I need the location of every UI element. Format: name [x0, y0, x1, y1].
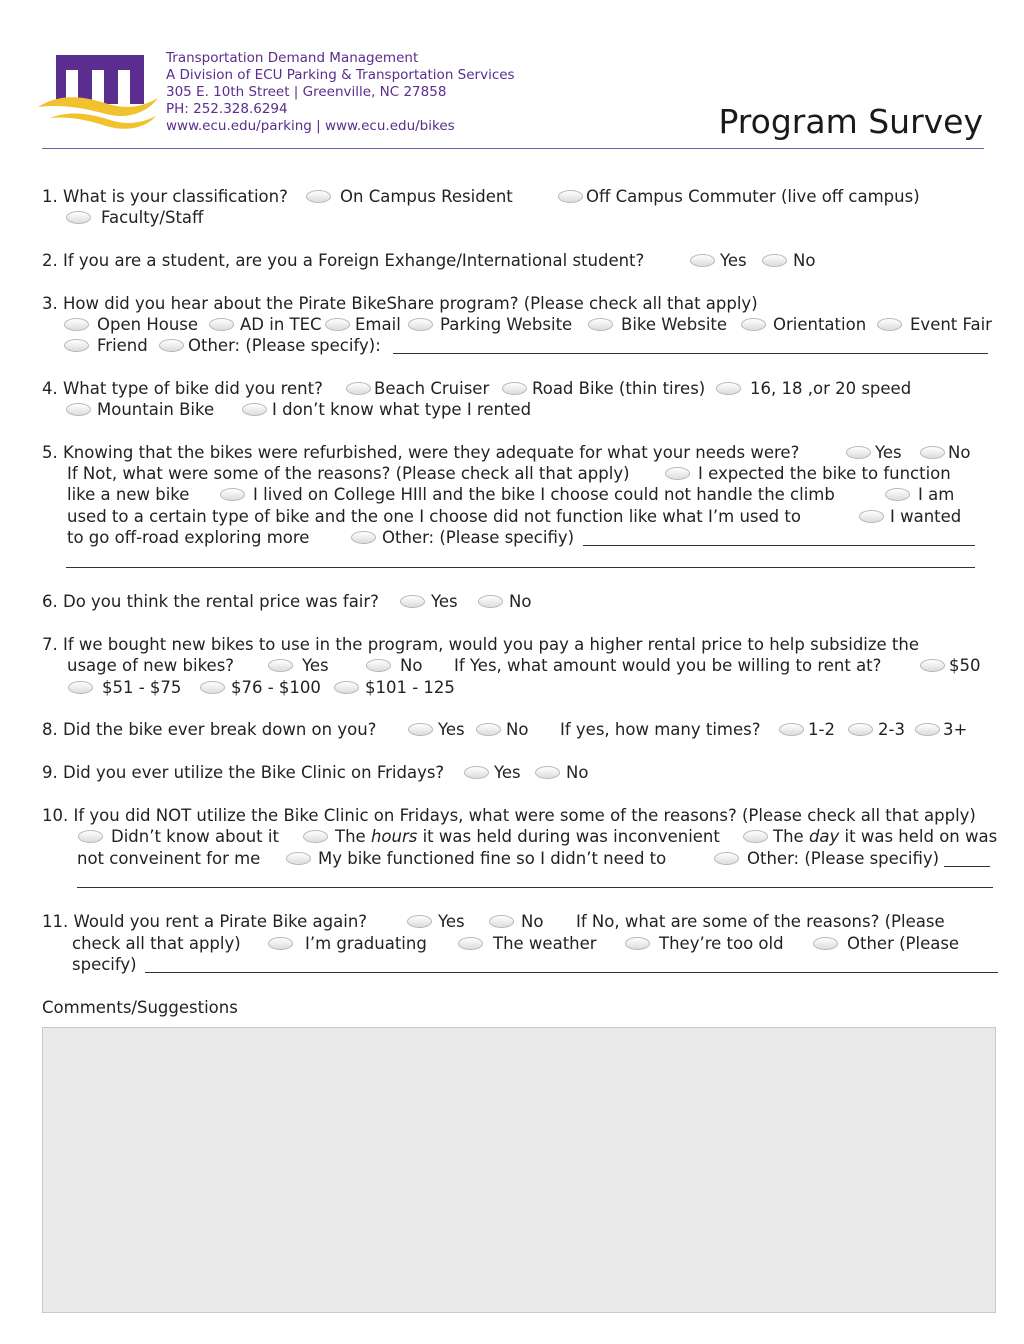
q11-other-label: Other (Please	[847, 934, 960, 953]
q9-no-label: No	[566, 763, 589, 782]
q7-yes-radio[interactable]	[268, 659, 293, 672]
q4-beach-cruiser-label: Beach Cruiser	[374, 379, 490, 398]
q11-no-radio[interactable]	[489, 915, 514, 928]
q8-followup-text: If yes, how many times?	[560, 720, 761, 739]
q5-yes-label: Yes	[875, 443, 902, 462]
q3-ad-tec-checkbox[interactable]	[209, 318, 234, 331]
q5-other-checkbox[interactable]	[351, 531, 376, 544]
q2-yes-label: Yes	[720, 251, 747, 270]
org-websites: www.ecu.edu/parking | www.ecu.edu/bikes	[166, 118, 455, 134]
q5-yes-radio[interactable]	[846, 446, 871, 459]
question-8-text: 8. Did the bike ever break down on you?	[42, 720, 377, 739]
q8-times-3plus-radio[interactable]	[915, 723, 940, 736]
question-7-text: 7. If we bought new bikes to use in the program, would you pay a higher rental price to help subsidize the	[42, 635, 920, 654]
q1-faculty-label: Faculty/Staff	[101, 208, 204, 227]
q3-email-checkbox[interactable]	[325, 318, 350, 331]
q3-bike-website-checkbox[interactable]	[588, 318, 613, 331]
q11-yes-radio[interactable]	[407, 915, 432, 928]
q8-times-1-2-radio[interactable]	[779, 723, 804, 736]
q4-unknown-label: I don’t know what type I rented	[272, 400, 532, 419]
q7-amount-101-125-label: $101 - 125	[365, 678, 455, 697]
question-4-text: 4. What type of bike did you rent?	[42, 379, 323, 398]
q3-other-input-line[interactable]	[393, 353, 988, 354]
q3-ad-tec-label: AD in TEC	[240, 315, 322, 334]
question-1-text: 1. What is your classification?	[42, 187, 288, 206]
q5-off-road-label: I wanted	[890, 507, 962, 526]
q1-faculty-radio[interactable]	[66, 211, 91, 224]
q5-no-radio[interactable]	[920, 446, 945, 459]
q4-unknown-radio[interactable]	[242, 403, 267, 416]
q8-yes-radio[interactable]	[408, 723, 433, 736]
q5-expected-new-label: I expected the bike to function	[698, 464, 951, 483]
q11-too-old-checkbox[interactable]	[625, 937, 650, 950]
q6-no-label: No	[509, 592, 532, 611]
q11-graduating-label: I’m graduating	[305, 934, 427, 953]
q7-amount-50-label: $50	[949, 656, 981, 675]
q11-followup-text-cont: check all that apply)	[72, 934, 241, 953]
q3-event-fair-label: Event Fair	[910, 315, 992, 334]
q5-reasons-prompt: If Not, what were some of the reasons? (Please check all that apply)	[67, 464, 630, 483]
q1-off-campus-radio[interactable]	[558, 190, 583, 203]
q8-times-2-3-radio[interactable]	[848, 723, 873, 736]
q3-friend-checkbox[interactable]	[64, 339, 89, 352]
q5-college-hill-label: I lived on College HIll and the bike I choose could not handle the climb	[253, 485, 835, 504]
q10-didnt-know-checkbox[interactable]	[78, 830, 103, 843]
q8-no-label: No	[506, 720, 529, 739]
comments-label: Comments/Suggestions	[42, 998, 238, 1017]
org-name: Transportation Demand Management	[166, 50, 419, 66]
q8-yes-label: Yes	[438, 720, 465, 739]
q3-open-house-checkbox[interactable]	[64, 318, 89, 331]
q3-bike-website-label: Bike Website	[621, 315, 728, 334]
q11-graduating-checkbox[interactable]	[268, 937, 293, 950]
q11-followup-text: If No, what are some of the reasons? (Please	[576, 912, 945, 931]
q2-no-radio[interactable]	[762, 254, 787, 267]
q8-times-1-2-label: 1-2	[808, 720, 835, 739]
q2-yes-radio[interactable]	[690, 254, 715, 267]
q10-other-checkbox[interactable]	[714, 852, 739, 865]
q10-other-input-line-2[interactable]	[77, 887, 993, 888]
q9-no-radio[interactable]	[535, 766, 560, 779]
q1-on-campus-label: On Campus Resident	[340, 187, 513, 206]
q5-used-to-type-label-cont: used to a certain type of bike and the one I choose did not function like what I’m used to	[67, 507, 801, 526]
q4-mountain-bike-label: Mountain Bike	[97, 400, 215, 419]
q6-yes-label: Yes	[431, 592, 458, 611]
q11-no-label: No	[521, 912, 544, 931]
q8-no-radio[interactable]	[476, 723, 501, 736]
q5-off-road-label-cont: to go off-road exploring more	[67, 528, 310, 547]
q11-yes-label: Yes	[438, 912, 465, 931]
q10-day-checkbox[interactable]	[743, 830, 768, 843]
q7-no-label: No	[400, 656, 423, 675]
q5-expected-new-label-cont: like a new bike	[67, 485, 190, 504]
q4-speed-bike-label: 16, 18 ,or 20 speed	[750, 379, 912, 398]
q3-other-checkbox[interactable]	[159, 339, 184, 352]
q10-bike-fine-label: My bike functioned fine so I didn’t need to	[318, 849, 667, 868]
q1-on-campus-radio[interactable]	[306, 190, 331, 203]
ecu-tdm-logo	[36, 52, 160, 132]
logo-mark-icon	[36, 52, 160, 132]
q3-parking-website-label: Parking Website	[440, 315, 573, 334]
q6-no-radio[interactable]	[478, 595, 503, 608]
header-divider	[42, 148, 984, 149]
q10-hours-label: The hours it was held during was inconvenient	[335, 827, 720, 846]
question-6-text: 6. Do you think the rental price was fair?	[42, 592, 379, 611]
q5-used-to-type-checkbox[interactable]	[885, 488, 910, 501]
q7-amount-76-100-label: $76 - $100	[231, 678, 321, 697]
org-address: 305 E. 10th Street | Greenville, NC 27858	[166, 84, 447, 100]
q7-no-radio[interactable]	[366, 659, 391, 672]
question-5-text: 5. Knowing that the bikes were refurbished, were they adequate for what your needs were?	[42, 443, 800, 462]
question-7-text-cont: usage of new bikes?	[67, 656, 235, 675]
comments-textarea[interactable]	[42, 1027, 996, 1313]
q1-off-campus-label: Off Campus Commuter (live off campus)	[586, 187, 920, 206]
question-11-text: 11. Would you rent a Pirate Bike again?	[42, 912, 368, 931]
q11-other-label-cont: specify)	[72, 955, 137, 974]
q3-email-label: Email	[355, 315, 401, 334]
question-3-text: 3. How did you hear about the Pirate BikeShare program? (Please check all that apply)	[42, 294, 758, 313]
q6-yes-radio[interactable]	[400, 595, 425, 608]
question-9-text: 9. Did you ever utilize the Bike Clinic on Fridays?	[42, 763, 445, 782]
org-phone: PH: 252.328.6294	[166, 101, 288, 117]
q5-off-road-checkbox[interactable]	[859, 510, 884, 523]
q8-times-2-3-label: 2-3	[878, 720, 905, 739]
org-division: A Division of ECU Parking & Transportation Services	[166, 67, 515, 83]
q5-no-label: No	[948, 443, 971, 462]
q9-yes-label: Yes	[494, 763, 521, 782]
q5-other-label: Other: (Please specifiy)	[382, 528, 575, 547]
q3-open-house-label: Open House	[97, 315, 199, 334]
q10-didnt-know-label: Didn’t know about it	[111, 827, 279, 846]
q2-no-label: No	[793, 251, 816, 270]
q7-amount-51-75-radio[interactable]	[68, 681, 93, 694]
q4-speed-bike-radio[interactable]	[716, 382, 741, 395]
q10-other-input-line[interactable]	[944, 866, 990, 867]
q5-expected-new-checkbox[interactable]	[665, 467, 690, 480]
q11-weather-label: The weather	[493, 934, 597, 953]
q7-amount-76-100-radio[interactable]	[200, 681, 225, 694]
q11-other-checkbox[interactable]	[813, 937, 838, 950]
page-title: Program Survey	[718, 102, 983, 141]
q10-day-label-cont: not conveinent for me	[77, 849, 261, 868]
q7-followup-text: If Yes, what amount would you be willing to rent at?	[454, 656, 882, 675]
q10-other-label: Other: (Please specifiy)	[747, 849, 940, 868]
q3-other-label: Other: (Please specify):	[188, 336, 381, 355]
question-10-text: 10. If you did NOT utilize the Bike Clinic on Fridays, what were some of the reasons? (Please check all that apply)	[42, 806, 976, 825]
q7-yes-label: Yes	[302, 656, 329, 675]
q5-other-input-line[interactable]	[583, 545, 975, 546]
q10-day-label: The day it was held on was	[773, 827, 998, 846]
q7-amount-101-125-radio[interactable]	[334, 681, 359, 694]
q3-event-fair-checkbox[interactable]	[877, 318, 902, 331]
q3-orientation-checkbox[interactable]	[741, 318, 766, 331]
q8-times-3plus-label: 3+	[943, 720, 968, 739]
q9-yes-radio[interactable]	[464, 766, 489, 779]
q11-too-old-label: They’re too old	[659, 934, 784, 953]
q10-hours-checkbox[interactable]	[303, 830, 328, 843]
q10-bike-fine-checkbox[interactable]	[286, 852, 311, 865]
question-2-text: 2. If you are a student, are you a Foreign Exhange/International student?	[42, 251, 645, 270]
q4-beach-cruiser-radio[interactable]	[346, 382, 371, 395]
q3-orientation-label: Orientation	[773, 315, 867, 334]
q11-other-input-line[interactable]	[145, 972, 998, 973]
q5-college-hill-checkbox[interactable]	[220, 488, 245, 501]
q7-amount-50-radio[interactable]	[920, 659, 945, 672]
q7-amount-51-75-label: $51 - $75	[102, 678, 182, 697]
q4-mountain-bike-radio[interactable]	[66, 403, 91, 416]
q3-parking-website-checkbox[interactable]	[408, 318, 433, 331]
q5-used-to-type-label: I am	[918, 485, 955, 504]
q4-road-bike-label: Road Bike (thin tires)	[532, 379, 706, 398]
q11-weather-checkbox[interactable]	[458, 937, 483, 950]
q3-friend-label: Friend	[97, 336, 148, 355]
q4-road-bike-radio[interactable]	[502, 382, 527, 395]
q5-other-input-line-2[interactable]	[66, 567, 975, 568]
